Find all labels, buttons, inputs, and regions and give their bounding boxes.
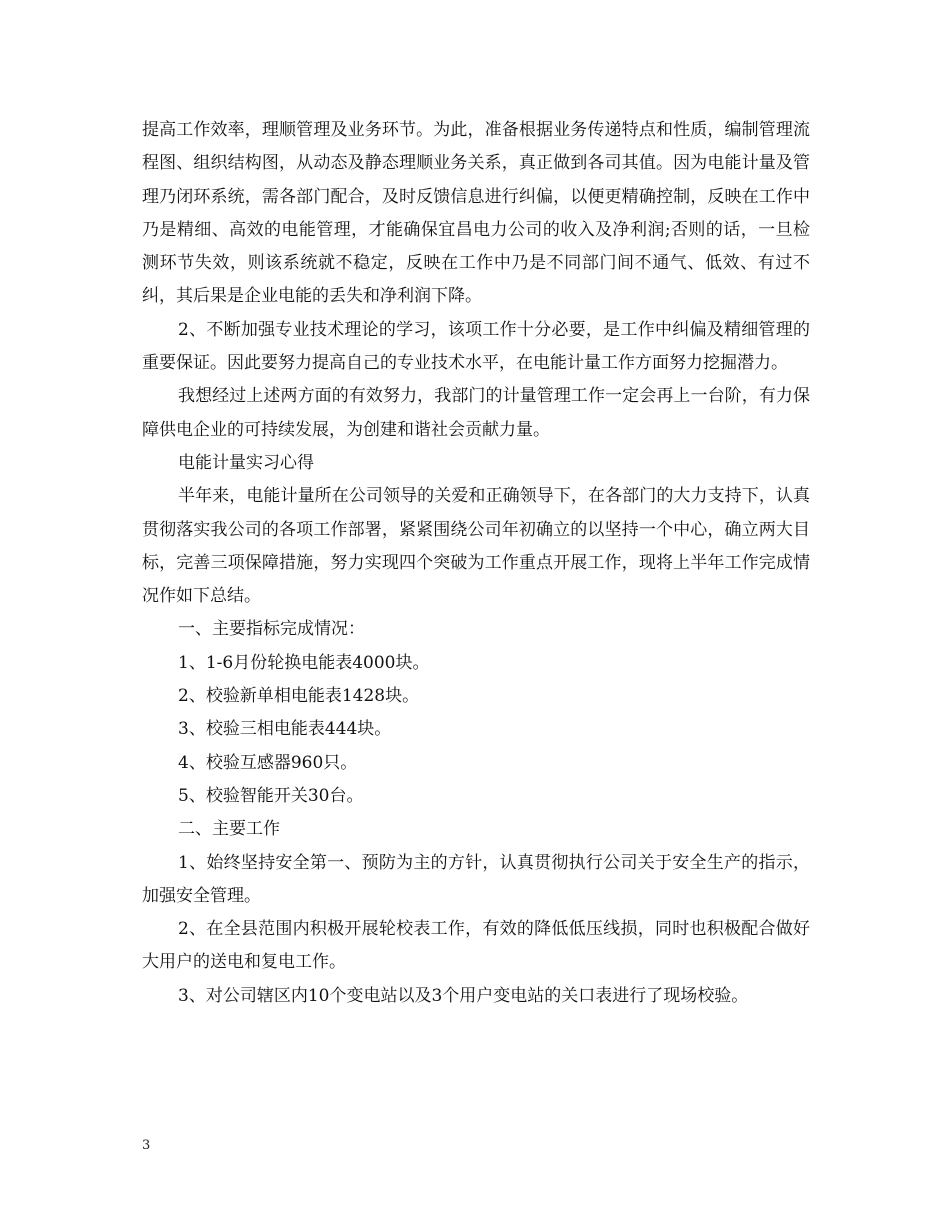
paragraph-1: 提高工作效率，理顺管理及业务环节。为此，准备根据业务传递特点和性质，编制管理流程图、组织结构图，从动态及静态理顺业务关系，真正做到各司其值。因为电能计量及管理乃闭环系统，需各部门配合，及时反馈信息进行纠偏，以便更精确控制，反映在工作中乃是精细、高效的电能管理，才能确保宜昌电力公司的收入及净利润;否则的话，一旦检测环节失效，则该系统就不稳定，反映在工作中乃是不同部门间不通气、低效、有过不纠，其后果是企业电能的丢失和净利润下降。 bbox=[142, 120, 810, 307]
document-body bbox=[142, 114, 810, 1013]
list-item: 1、1-6月份轮换电能表4000块。 bbox=[178, 652, 430, 673]
paragraph-2: 2、不断加强专业技术理论的学习，该项工作十分必要，是工作中纠偏及精细管理的重要保证。因此要努力提高自己的专业技术水平，在电能计量工作方面努力挖掘潜力。 bbox=[142, 319, 810, 374]
paragraph-5: 半年来，电能计量所在公司领导的关爱和正确领导下，在各部门的大力支持下，认真贯彻落实我公司的各项工作部署，紧紧围绕公司年初确立的以坚持一个中心，确立两大目标，完善三项保障措施，努力实现四个突破为工作重点开展工作，现将上半年工作完成情况作如下总结。 bbox=[142, 486, 810, 607]
heading-main-indicators: 一、主要指标完成情况： bbox=[178, 619, 365, 640]
list-item: 5、校验智能开关30台。 bbox=[178, 785, 364, 806]
heading-main-work: 二、主要工作 bbox=[178, 819, 280, 840]
list-item: 3、校验三相电能表444块。 bbox=[178, 719, 392, 740]
work-item: 2、在全县范围内积极开展轮校表工作，有效的降低低压线损，同时也积极配合做好大用户的送电和复电工作。 bbox=[142, 919, 810, 973]
list-item: 2、校验新单相电能表1428块。 bbox=[178, 686, 420, 707]
work-item: 1、始终坚持安全第一、预防为主的方针，认真贯彻执行公司关于安全生产的指示，加强安全管理。 bbox=[142, 852, 810, 906]
page-number: 3 bbox=[142, 1138, 151, 1153]
work-item: 3、对公司辖区内10个变电站以及3个用户变电站的关口表进行了现场校验。 bbox=[178, 985, 749, 1006]
paragraph-3: 我想经过上述两方面的有效努力，我部门的计量管理工作一定会再上一台阶，有力保障供电企业的可持续发展，为创建和谐社会贡献力量。 bbox=[142, 386, 810, 440]
list-item: 4、校验互感器960只。 bbox=[178, 752, 358, 773]
section-title: 电能计量实习心得 bbox=[178, 452, 314, 473]
